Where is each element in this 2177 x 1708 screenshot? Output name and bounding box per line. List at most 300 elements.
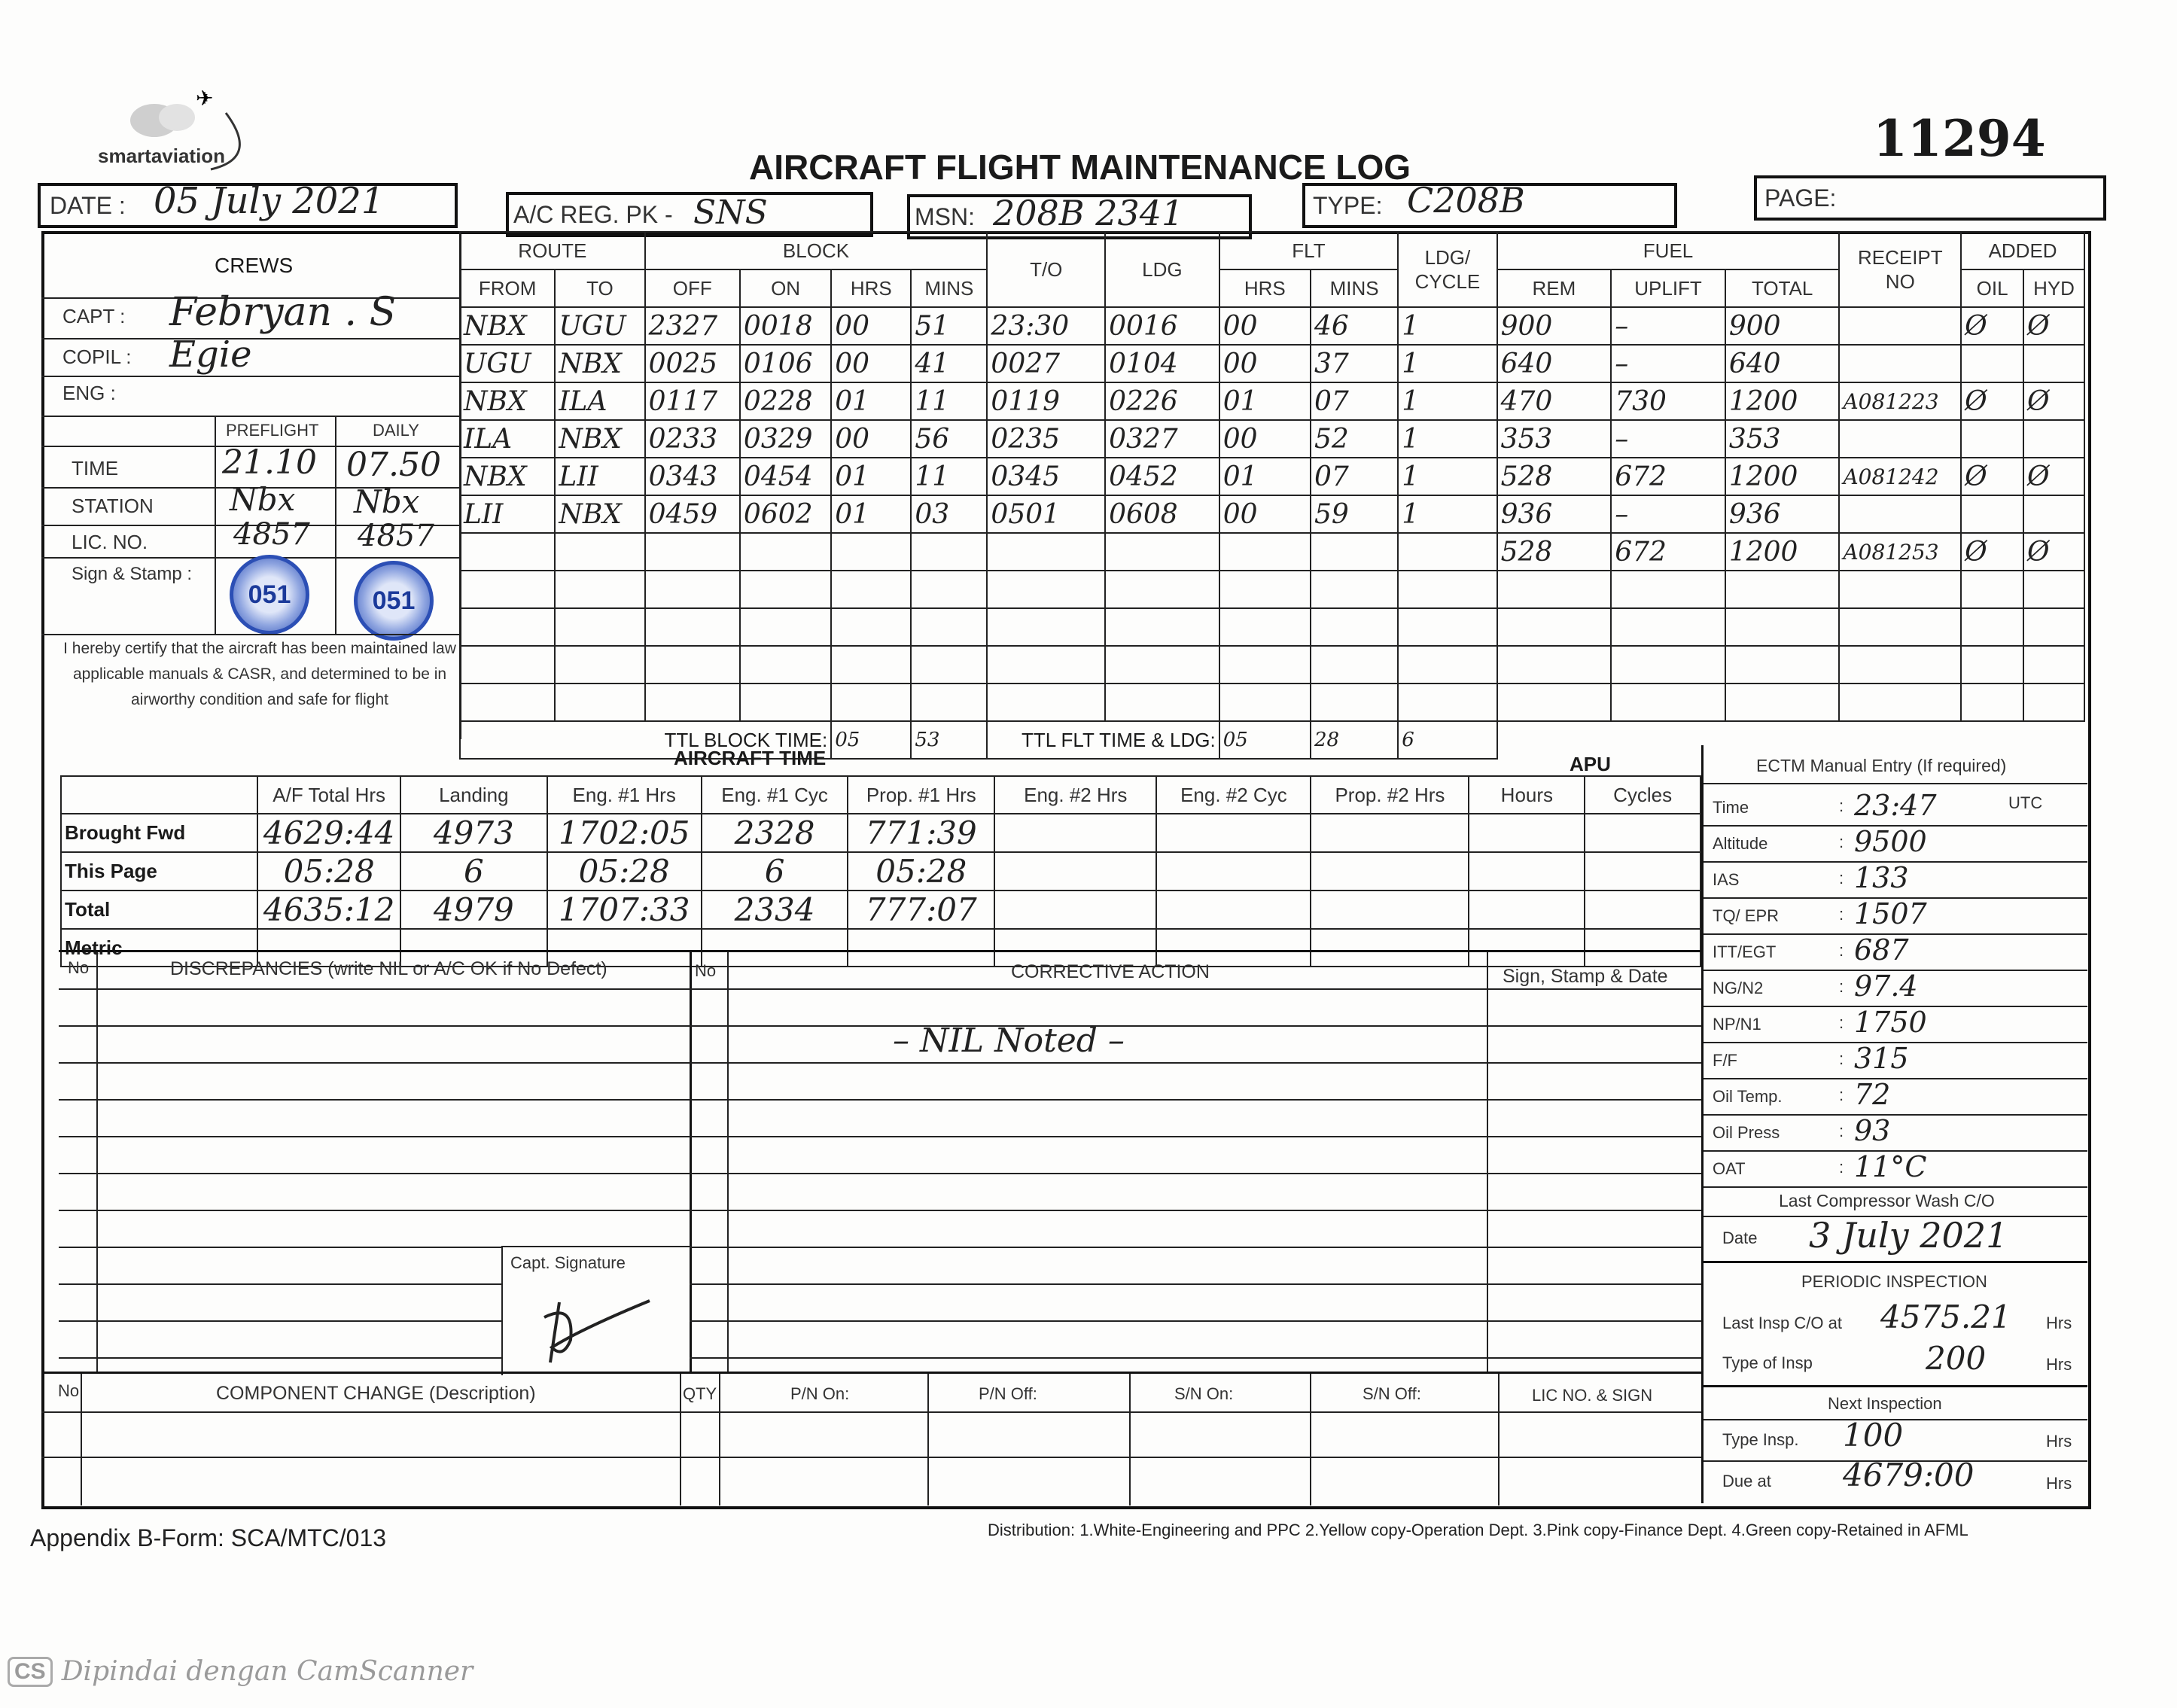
- page-box[interactable]: [1754, 175, 2106, 221]
- flight-cell-flt_hrs[interactable]: [1219, 684, 1311, 721]
- flight-cell-receipt[interactable]: [1839, 684, 1961, 721]
- flight-cell-uplift[interactable]: –: [1611, 345, 1725, 382]
- flight-cell-mins[interactable]: 11: [911, 382, 987, 420]
- flight-cell-off[interactable]: [645, 533, 740, 571]
- at-cell[interactable]: 4973: [400, 814, 547, 852]
- preflight-stamp: 051: [230, 555, 309, 635]
- at-cell[interactable]: [1311, 852, 1469, 891]
- flight-cell-mins[interactable]: [911, 533, 987, 571]
- disc-rule: [690, 1320, 1701, 1322]
- flight-cell-from[interactable]: [460, 684, 555, 721]
- flight-cell-to[interactable]: [555, 684, 644, 721]
- flight-cell-on[interactable]: [740, 571, 831, 608]
- msn-label: MSN:: [915, 203, 975, 230]
- at-cell[interactable]: 4979: [400, 891, 547, 929]
- aircraft-time-title: AIRCRAFT TIME: [674, 747, 827, 769]
- flight-cell-ldg[interactable]: 0327: [1105, 420, 1219, 458]
- flight-cell-flt_mins[interactable]: 59: [1311, 495, 1398, 533]
- flight-cell-to[interactable]: NBX: [555, 420, 644, 458]
- flight-cell-from[interactable]: ILA: [460, 420, 555, 458]
- at-cell[interactable]: 2328: [702, 814, 848, 852]
- reg-value: SNS: [693, 193, 768, 232]
- flight-cell-rem[interactable]: 900: [1497, 307, 1612, 345]
- date-box[interactable]: [38, 180, 458, 228]
- date-value: 05 July 2021: [154, 180, 385, 222]
- at-cell[interactable]: 777:07: [848, 891, 994, 929]
- flight-cell-rem[interactable]: [1497, 646, 1612, 684]
- flight-cell-to_time[interactable]: [987, 646, 1105, 684]
- flight-cell-hrs[interactable]: 01: [831, 458, 911, 495]
- ectm-value[interactable]: 11°C: [1854, 1150, 1927, 1183]
- at-cell[interactable]: 4635:12: [257, 891, 400, 929]
- ectm-label: OAT: [1713, 1159, 1746, 1178]
- flight-cell-hrs[interactable]: 01: [831, 382, 911, 420]
- flight-cell-from[interactable]: NBX: [460, 307, 555, 345]
- flight-cell-from[interactable]: [460, 646, 555, 684]
- ectm-value[interactable]: 72: [1854, 1078, 1891, 1111]
- flight-cell-total[interactable]: [1725, 646, 1840, 684]
- flight-cell-hrs[interactable]: [831, 608, 911, 646]
- flight-cell-off[interactable]: [645, 608, 740, 646]
- flight-cell-hrs[interactable]: [831, 533, 911, 571]
- at-cell[interactable]: [1156, 852, 1311, 891]
- flight-cell-hyd[interactable]: Ø: [2023, 307, 2084, 345]
- flight-cell-ldg[interactable]: 0608: [1105, 495, 1219, 533]
- ttl-ldg[interactable]: 6: [1398, 721, 1496, 759]
- flight-cell-flt_hrs[interactable]: 01: [1219, 382, 1311, 420]
- flight-cell-from[interactable]: NBX: [460, 458, 555, 495]
- flight-cell-off[interactable]: 0117: [645, 382, 740, 420]
- flight-cell-uplift[interactable]: 672: [1611, 533, 1725, 571]
- apu-cell[interactable]: [1585, 814, 1700, 852]
- oil-header: OIL: [1961, 269, 2023, 307]
- flight-cell-rem[interactable]: 353: [1497, 420, 1612, 458]
- due-value[interactable]: 4679:00: [1843, 1457, 1975, 1493]
- flight-cell-total[interactable]: [1725, 571, 1840, 608]
- flight-cell-total[interactable]: 936: [1725, 495, 1840, 533]
- flight-cell-to[interactable]: [555, 571, 644, 608]
- flight-cell-off[interactable]: 0343: [645, 458, 740, 495]
- flight-cell-from[interactable]: NBX: [460, 382, 555, 420]
- flight-cell-oil[interactable]: [1961, 571, 2023, 608]
- flight-cell-off[interactable]: [645, 571, 740, 608]
- time-daily[interactable]: 07.50: [346, 446, 441, 484]
- flight-cell-total[interactable]: 1200: [1725, 458, 1840, 495]
- flight-cell-total[interactable]: 353: [1725, 420, 1840, 458]
- flight-cell-rem[interactable]: 470: [1497, 382, 1612, 420]
- to-header: T/O: [987, 232, 1105, 307]
- next-type-value[interactable]: 100: [1843, 1417, 1904, 1454]
- flight-cell-uplift[interactable]: –: [1611, 495, 1725, 533]
- at-cell[interactable]: [1311, 891, 1469, 929]
- flight-cell-oil[interactable]: [1961, 495, 2023, 533]
- flight-cell-total[interactable]: 1200: [1725, 533, 1840, 571]
- flight-row: [460, 646, 2084, 684]
- flight-cell-flt_mins[interactable]: 37: [1311, 345, 1398, 382]
- flight-cell-hyd[interactable]: [2023, 571, 2084, 608]
- ectm-value[interactable]: 315: [1854, 1042, 1909, 1075]
- flight-row: [460, 420, 2084, 458]
- flight-cell-to_time[interactable]: [987, 571, 1105, 608]
- flight-cell-to[interactable]: [555, 533, 644, 571]
- flight-cell-to_time[interactable]: 0345: [987, 458, 1105, 495]
- flight-cell-total[interactable]: [1725, 608, 1840, 646]
- flight-cell-hyd[interactable]: [2023, 420, 2084, 458]
- next-insp-title: Next Inspection: [1828, 1394, 1942, 1413]
- flight-cell-oil[interactable]: [1961, 646, 2023, 684]
- to-route-header: TO: [555, 269, 644, 307]
- flight-cell-to_time[interactable]: [987, 533, 1105, 571]
- flight-cell-from[interactable]: [460, 608, 555, 646]
- flight-cell-cycle[interactable]: [1398, 571, 1496, 608]
- ectm-panel: [1701, 745, 2087, 1503]
- apu-cell[interactable]: [1469, 852, 1585, 891]
- flight-cell-off[interactable]: [645, 684, 740, 721]
- at-cell[interactable]: [994, 891, 1156, 929]
- flight-cell-flt_hrs[interactable]: 00: [1219, 495, 1311, 533]
- flight-cell-cycle[interactable]: 1: [1398, 345, 1496, 382]
- flight-cell-to_time[interactable]: 0501: [987, 495, 1105, 533]
- flight-cell-flt_hrs[interactable]: [1219, 646, 1311, 684]
- at-row: [61, 814, 1700, 852]
- flight-cell-from[interactable]: LII: [460, 495, 555, 533]
- on-header: ON: [740, 269, 831, 307]
- at-cell[interactable]: 771:39: [848, 814, 994, 852]
- flight-cell-flt_mins[interactable]: [1311, 571, 1398, 608]
- flight-cell-mins[interactable]: 41: [911, 345, 987, 382]
- ectm-value[interactable]: 23:47: [1854, 789, 1937, 822]
- flight-cell-uplift[interactable]: 730: [1611, 382, 1725, 420]
- time-preflight[interactable]: 21.10: [222, 443, 317, 482]
- ttl-flt-hrs[interactable]: 05: [1219, 721, 1311, 759]
- flight-cell-uplift[interactable]: [1611, 646, 1725, 684]
- at-col-header: Landing: [400, 776, 547, 814]
- flight-cell-ldg[interactable]: 0226: [1105, 382, 1219, 420]
- flight-cell-on[interactable]: 0106: [740, 345, 831, 382]
- flight-cell-hrs[interactable]: 01: [831, 495, 911, 533]
- flight-cell-receipt[interactable]: [1839, 646, 1961, 684]
- at-cell[interactable]: 1707:33: [547, 891, 702, 929]
- flight-cell-to_time[interactable]: [987, 684, 1105, 721]
- flight-cell-mins[interactable]: 56: [911, 420, 987, 458]
- flight-cell-receipt[interactable]: A081223: [1839, 382, 1961, 420]
- flight-cell-cycle[interactable]: [1398, 533, 1496, 571]
- flight-cell-mins[interactable]: 11: [911, 458, 987, 495]
- flight-cell-flt_hrs[interactable]: [1219, 533, 1311, 571]
- flight-cell-on[interactable]: [740, 608, 831, 646]
- flight-cell-hrs[interactable]: 00: [831, 420, 911, 458]
- ectm-value[interactable]: 1750: [1854, 1006, 1927, 1039]
- disc-rule: [59, 1025, 1701, 1027]
- flight-cell-receipt[interactable]: [1839, 345, 1961, 382]
- flight-cell-oil[interactable]: Ø: [1961, 307, 2023, 345]
- flight-cell-to_time[interactable]: 0235: [987, 420, 1105, 458]
- ectm-colon: :: [1839, 833, 1844, 851]
- flight-cell-to_time[interactable]: 23:30: [987, 307, 1105, 345]
- flight-cell-mins[interactable]: [911, 684, 987, 721]
- compressor-date[interactable]: 3 July 2021: [1809, 1215, 2008, 1256]
- flight-cell-on[interactable]: [740, 684, 831, 721]
- corrective-entry[interactable]: – NIL Noted –: [893, 1021, 1125, 1060]
- flight-cell-rem[interactable]: 936: [1497, 495, 1612, 533]
- flight-cell-oil[interactable]: Ø: [1961, 382, 2023, 420]
- flight-cell-hyd[interactable]: Ø: [2023, 382, 2084, 420]
- flight-cell-off[interactable]: 2327: [645, 307, 740, 345]
- flight-cell-total[interactable]: 640: [1725, 345, 1840, 382]
- flight-cell-ldg[interactable]: [1105, 646, 1219, 684]
- capt-signature-label: Capt. Signature: [510, 1253, 626, 1272]
- flight-cell-from[interactable]: [460, 533, 555, 571]
- lic-preflight[interactable]: 4857: [233, 517, 310, 552]
- flight-cell-on[interactable]: 0018: [740, 307, 831, 345]
- periodic-title: PERIODIC INSPECTION: [1801, 1272, 1987, 1291]
- ttl-flt-mins[interactable]: 28: [1311, 721, 1398, 759]
- flight-cell-to_time[interactable]: [987, 608, 1105, 646]
- flight-cell-flt_hrs[interactable]: 00: [1219, 345, 1311, 382]
- route-header: ROUTE: [460, 232, 645, 269]
- flight-cell-oil[interactable]: [1961, 420, 2023, 458]
- ectm-value[interactable]: 9500: [1854, 825, 1927, 858]
- flight-cell-hrs[interactable]: [831, 646, 911, 684]
- comp-no-label: No: [58, 1381, 80, 1400]
- ectm-value[interactable]: 93: [1854, 1114, 1891, 1147]
- flight-cell-receipt[interactable]: A081242: [1839, 458, 1961, 495]
- flight-cell-hyd[interactable]: [2023, 608, 2084, 646]
- flight-cell-hrs[interactable]: [831, 684, 911, 721]
- flight-cell-ldg[interactable]: 0104: [1105, 345, 1219, 382]
- flight-cell-off[interactable]: [645, 646, 740, 684]
- at-cell[interactable]: 2334: [702, 891, 848, 929]
- flight-cell-flt_mins[interactable]: 52: [1311, 420, 1398, 458]
- at-cell[interactable]: 1702:05: [547, 814, 702, 852]
- flight-cell-on[interactable]: 0454: [740, 458, 831, 495]
- flight-cell-cycle[interactable]: [1398, 684, 1496, 721]
- apu-cell[interactable]: [1585, 852, 1700, 891]
- flight-cell-rem[interactable]: [1497, 684, 1612, 721]
- at-cell[interactable]: [994, 852, 1156, 891]
- flight-cell-rem[interactable]: [1497, 571, 1612, 608]
- flight-cell-flt_hrs[interactable]: [1219, 571, 1311, 608]
- last-insp-value[interactable]: 4575.21: [1880, 1299, 2011, 1335]
- flight-cell-to_time[interactable]: 0027: [987, 345, 1105, 382]
- flight-cell-ldg[interactable]: [1105, 608, 1219, 646]
- ectm-value[interactable]: 133: [1854, 861, 1909, 894]
- flight-cell-hrs[interactable]: 00: [831, 345, 911, 382]
- at-cell[interactable]: 05:28: [547, 852, 702, 891]
- flight-cell-ldg[interactable]: [1105, 571, 1219, 608]
- flight-cell-flt_mins[interactable]: 07: [1311, 458, 1398, 495]
- flight-cell-mins[interactable]: [911, 571, 987, 608]
- compressor-date-label: Date: [1722, 1228, 1758, 1247]
- flight-cell-receipt[interactable]: [1839, 307, 1961, 345]
- flight-cell-off[interactable]: 0233: [645, 420, 740, 458]
- at-cell[interactable]: [1156, 891, 1311, 929]
- flight-cell-on[interactable]: [740, 646, 831, 684]
- flight-cell-to[interactable]: [555, 646, 644, 684]
- flight-cell-receipt[interactable]: [1839, 495, 1961, 533]
- date-label: DATE :: [50, 192, 126, 219]
- flight-cell-ldg[interactable]: 0452: [1105, 458, 1219, 495]
- flight-cell-flt_mins[interactable]: [1311, 684, 1398, 721]
- apu-hours-header: Hours: [1469, 776, 1585, 814]
- disc-rule: [59, 1210, 1701, 1211]
- flight-cell-hyd[interactable]: [2023, 495, 2084, 533]
- station-preflight[interactable]: Nbx: [230, 481, 296, 518]
- comp-pn-off-label: P/N Off:: [979, 1384, 1037, 1403]
- ectm-colon: :: [1839, 1085, 1844, 1104]
- flight-cell-off[interactable]: 0025: [645, 345, 740, 382]
- apu-cell[interactable]: [1585, 891, 1700, 929]
- flight-cell-hyd[interactable]: Ø: [2023, 533, 2084, 571]
- flight-cell-hrs[interactable]: [831, 571, 911, 608]
- flight-cell-on[interactable]: [740, 533, 831, 571]
- disc-rule: [59, 988, 1701, 990]
- flight-cell-rem[interactable]: [1497, 608, 1612, 646]
- flight-cell-from[interactable]: UGU: [460, 345, 555, 382]
- flight-cell-mins[interactable]: [911, 608, 987, 646]
- at-cell[interactable]: [1311, 814, 1469, 852]
- copil-value[interactable]: Egie: [169, 333, 252, 376]
- capt-value[interactable]: Febryan . S: [169, 290, 397, 335]
- flight-cell-hyd[interactable]: [2023, 684, 2084, 721]
- lic-daily[interactable]: 4857: [358, 519, 434, 553]
- disc-rule: [59, 1357, 501, 1359]
- at-cell[interactable]: 05:28: [257, 852, 400, 891]
- flight-row: [460, 571, 2084, 608]
- aircraft-time-table: [60, 775, 1701, 967]
- flight-cell-to[interactable]: NBX: [555, 495, 644, 533]
- flight-cell-flt_hrs[interactable]: 00: [1219, 420, 1311, 458]
- flight-cell-total[interactable]: [1725, 684, 1840, 721]
- flight-cell-cycle[interactable]: 1: [1398, 307, 1496, 345]
- sign-stamp-label: Sign & Stamp :: [72, 564, 193, 584]
- ttl-flt-label: TTL FLT TIME & LDG:: [987, 721, 1219, 759]
- ttl-block-label: TTL BLOCK TIME:: [460, 721, 831, 759]
- flight-cell-mins[interactable]: 51: [911, 307, 987, 345]
- flight-cell-on[interactable]: 0228: [740, 382, 831, 420]
- type-insp-value[interactable]: 200: [1926, 1340, 1987, 1377]
- at-cell[interactable]: [1156, 814, 1311, 852]
- ectm-colon: :: [1839, 1049, 1844, 1068]
- reg-box[interactable]: [506, 192, 873, 237]
- flight-cell-oil[interactable]: Ø: [1961, 533, 2023, 571]
- flight-cell-uplift[interactable]: –: [1611, 307, 1725, 345]
- comp-sn-on-label: S/N On:: [1174, 1384, 1234, 1403]
- flight-cell-flt_hrs[interactable]: 00: [1219, 307, 1311, 345]
- at-cell[interactable]: 6: [400, 852, 547, 891]
- at-cell[interactable]: 6: [702, 852, 848, 891]
- flight-cell-uplift[interactable]: 672: [1611, 458, 1725, 495]
- disc-rule: [59, 1136, 1701, 1137]
- flight-cell-flt_mins[interactable]: [1311, 608, 1398, 646]
- flight-cell-to[interactable]: ILA: [555, 382, 644, 420]
- ttl-block-hrs[interactable]: 05: [831, 721, 911, 759]
- flight-cell-flt_mins[interactable]: 07: [1311, 382, 1398, 420]
- form-number: Appendix B-Form: SCA/MTC/013: [30, 1524, 387, 1551]
- eng-label: ENG :: [62, 382, 116, 404]
- flight-cell-uplift[interactable]: [1611, 571, 1725, 608]
- flight-cell-to[interactable]: UGU: [555, 307, 644, 345]
- flight-cell-flt_mins[interactable]: 46: [1311, 307, 1398, 345]
- flight-cell-mins[interactable]: 03: [911, 495, 987, 533]
- flight-cell-off[interactable]: 0459: [645, 495, 740, 533]
- flight-cell-hyd[interactable]: Ø: [2023, 458, 2084, 495]
- flight-cell-total[interactable]: 900: [1725, 307, 1840, 345]
- apu-cell[interactable]: [1469, 814, 1585, 852]
- flight-cell-flt_mins[interactable]: [1311, 533, 1398, 571]
- disc-rule: [59, 1320, 501, 1322]
- flight-cell-uplift[interactable]: [1611, 684, 1725, 721]
- flight-cell-on[interactable]: 0329: [740, 420, 831, 458]
- flight-cell-rem[interactable]: 528: [1497, 458, 1612, 495]
- flight-cell-rem[interactable]: 640: [1497, 345, 1612, 382]
- flight-cell-flt_mins[interactable]: [1311, 646, 1398, 684]
- flight-cell-cycle[interactable]: 1: [1398, 420, 1496, 458]
- flight-cell-to_time[interactable]: 0119: [987, 382, 1105, 420]
- flight-cell-receipt[interactable]: [1839, 571, 1961, 608]
- added-header: ADDED: [1961, 232, 2084, 269]
- flight-cell-flt_hrs[interactable]: [1219, 608, 1311, 646]
- ectm-value[interactable]: 97.4: [1854, 970, 1918, 1003]
- flight-cell-to[interactable]: LII: [555, 458, 644, 495]
- flight-cell-oil[interactable]: [1961, 608, 2023, 646]
- flight-cell-receipt[interactable]: [1839, 608, 1961, 646]
- at-cell[interactable]: 05:28: [848, 852, 994, 891]
- flight-cell-to[interactable]: [555, 608, 644, 646]
- flight-cell-cycle[interactable]: 1: [1398, 382, 1496, 420]
- ttl-block-mins[interactable]: 53: [911, 721, 987, 759]
- ectm-value[interactable]: 687: [1854, 933, 1909, 967]
- flight-cell-hyd[interactable]: [2023, 345, 2084, 382]
- flight-cell-cycle[interactable]: [1398, 608, 1496, 646]
- flight-cell-receipt[interactable]: A081253: [1839, 533, 1961, 571]
- type-insp-label: Type of Insp: [1722, 1353, 1813, 1372]
- flight-cell-rem[interactable]: 528: [1497, 533, 1612, 571]
- flight-cell-cycle[interactable]: [1398, 646, 1496, 684]
- flight-cell-receipt[interactable]: [1839, 420, 1961, 458]
- apu-cell[interactable]: [1469, 891, 1585, 929]
- flight-cell-from[interactable]: [460, 571, 555, 608]
- block-mins-header: MINS: [911, 269, 987, 307]
- flight-row: [460, 533, 2084, 571]
- at-cell[interactable]: 4629:44: [257, 814, 400, 852]
- flight-cell-cycle[interactable]: 1: [1398, 458, 1496, 495]
- flight-cell-ldg[interactable]: [1105, 684, 1219, 721]
- flight-cell-hrs[interactable]: 00: [831, 307, 911, 345]
- ectm-value[interactable]: 1507: [1854, 897, 1927, 930]
- flight-cell-total[interactable]: 1200: [1725, 382, 1840, 420]
- flight-cell-uplift[interactable]: –: [1611, 420, 1725, 458]
- flight-cell-flt_hrs[interactable]: 01: [1219, 458, 1311, 495]
- flight-cell-to[interactable]: NBX: [555, 345, 644, 382]
- flight-cell-hyd[interactable]: [2023, 646, 2084, 684]
- station-daily[interactable]: Nbx: [354, 483, 420, 520]
- flight-cell-oil[interactable]: [1961, 345, 2023, 382]
- flight-cell-cycle[interactable]: 1: [1398, 495, 1496, 533]
- flight-cell-mins[interactable]: [911, 646, 987, 684]
- at-cell[interactable]: [994, 814, 1156, 852]
- flight-cell-ldg[interactable]: 0016: [1105, 307, 1219, 345]
- at-col-header: Eng. #1 Hrs: [547, 776, 702, 814]
- flight-row: [460, 307, 2084, 345]
- discrepancy-section: [59, 950, 1701, 1374]
- flight-cell-on[interactable]: 0602: [740, 495, 831, 533]
- flight-cell-uplift[interactable]: [1611, 608, 1725, 646]
- flight-cell-oil[interactable]: Ø: [1961, 458, 2023, 495]
- flight-cell-oil[interactable]: [1961, 684, 2023, 721]
- type-box[interactable]: [1302, 180, 1677, 228]
- flight-cell-ldg[interactable]: [1105, 533, 1219, 571]
